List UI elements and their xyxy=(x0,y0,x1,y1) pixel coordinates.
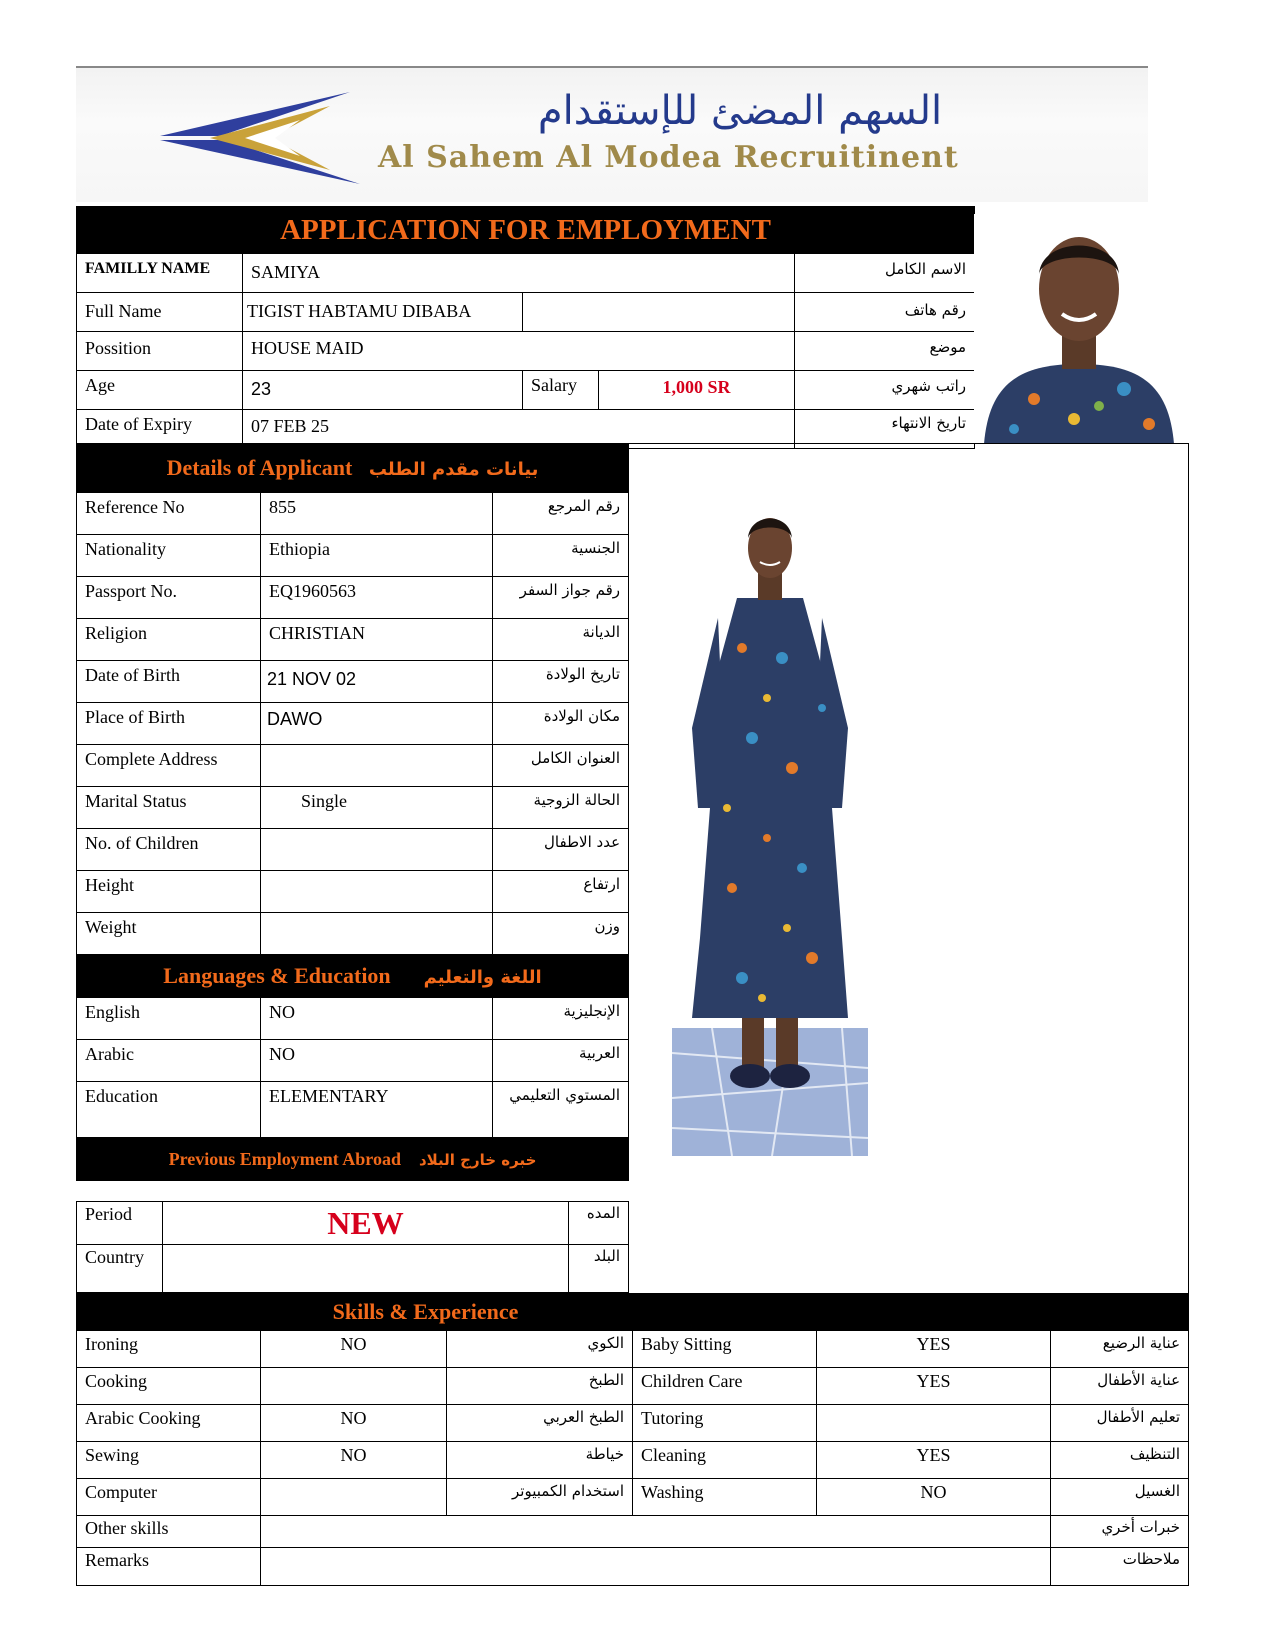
applicant-full-body-photo xyxy=(672,508,868,1156)
ar-weight: وزن xyxy=(493,913,629,955)
skill-cleaning-value: YES xyxy=(817,1442,1051,1479)
skill-arabic-cooking-ar: الطبخ العربي xyxy=(447,1405,633,1442)
ar-reference-no: رقم المرجع xyxy=(493,493,629,535)
value-complete-address xyxy=(261,745,493,787)
logo-arabic-text: السهم المضئ للإستقدام xyxy=(537,88,943,134)
languages-title-en: Languages & Education xyxy=(163,963,391,988)
value-reference-no: 855 xyxy=(261,493,493,535)
ar-place-of-birth: مكان الولادة xyxy=(493,703,629,745)
details-header xyxy=(77,444,629,493)
ar-remarks: ملاحظات xyxy=(1051,1548,1189,1586)
ar-period: المده xyxy=(569,1202,629,1245)
skill-washing-value: NO xyxy=(817,1479,1051,1516)
previous-header xyxy=(77,1138,629,1181)
label-english: English xyxy=(77,998,261,1040)
languages-title-ar: اللغة والتعليم xyxy=(423,967,542,988)
company-logo-icon xyxy=(150,84,380,194)
ar-nationality: الجنسية xyxy=(493,535,629,577)
ar-date-of-expiry: تاريخ الانتهاء xyxy=(795,410,975,449)
logo-english-text: Al Sahem Al Modea Recruitinent xyxy=(378,140,959,175)
value-family-name: SAMIYA xyxy=(243,254,795,293)
ar-education: المستوي التعليمي xyxy=(493,1082,629,1138)
languages-header xyxy=(77,955,629,998)
ar-english: الإنجليزية xyxy=(493,998,629,1040)
skill-ironing-ar: الكوي xyxy=(447,1331,633,1368)
skill-baby-sitting-value: YES xyxy=(817,1331,1051,1368)
ar-religion: الديانة xyxy=(493,619,629,661)
previous-title-en: Previous Employment Abroad xyxy=(168,1148,401,1169)
value-date-of-birth: 21 NOV 02 xyxy=(261,661,493,703)
value-english: NO xyxy=(261,998,493,1040)
skills-title-ar xyxy=(633,1294,1189,1331)
value-salary: 1,000 SR xyxy=(599,371,795,410)
label-height: Height xyxy=(77,871,261,913)
skill-arabic-cooking-value: NO xyxy=(261,1405,447,1442)
label-age: Age xyxy=(77,371,243,410)
previous-table xyxy=(76,1201,629,1293)
label-other-skills: Other skills xyxy=(77,1516,261,1548)
skill-baby-sitting-ar: عناية الرضيع xyxy=(1051,1331,1189,1368)
skill-cleaning-label: Cleaning xyxy=(633,1442,817,1479)
ar-country: البلد xyxy=(569,1245,629,1293)
skill-cooking-value xyxy=(261,1368,447,1405)
skill-cleaning-ar: التنظيف xyxy=(1051,1442,1189,1479)
application-title: APPLICATION FOR EMPLOYMENT xyxy=(77,207,975,254)
label-position: Possition xyxy=(77,332,243,371)
label-place-of-birth: Place of Birth xyxy=(77,703,261,745)
label-marital-status: Marital Status xyxy=(77,787,261,829)
value-position: HOUSE MAID xyxy=(243,332,795,371)
ar-marital-status: الحالة الزوجية xyxy=(493,787,629,829)
ar-no-of-children: عدد الاطفال xyxy=(493,829,629,871)
label-reference-no: Reference No xyxy=(77,493,261,535)
ar-position: موضع xyxy=(795,332,975,371)
skill-arabic-cooking-label: Arabic Cooking xyxy=(77,1405,261,1442)
value-weight xyxy=(261,913,493,955)
ar-passport-no: رقم جواز السفر xyxy=(493,577,629,619)
ar-complete-address: العنوان الكامل xyxy=(493,745,629,787)
skill-computer-ar: استخدام الكمبيوتر xyxy=(447,1479,633,1516)
ar-family-name: الاسم الكامل xyxy=(795,254,975,293)
value-date-of-expiry: 07 FEB 25 xyxy=(243,410,795,449)
details-title-ar: بيانات مقدم الطلب xyxy=(368,459,539,480)
label-education: Education xyxy=(77,1082,261,1138)
label-country: Country xyxy=(77,1245,163,1293)
previous-title-ar: خبره خارج البلاد xyxy=(418,1150,537,1169)
value-other-skills xyxy=(261,1516,1051,1548)
details-table xyxy=(76,443,629,1181)
skill-ironing-value: NO xyxy=(261,1331,447,1368)
label-date-of-expiry: Date of Expiry xyxy=(77,410,243,449)
label-complete-address: Complete Address xyxy=(77,745,261,787)
value-nationality: Ethiopia xyxy=(261,535,493,577)
skill-computer-label: Computer xyxy=(77,1479,261,1516)
skill-baby-sitting-label: Baby Sitting xyxy=(633,1331,817,1368)
skill-washing-ar: الغسيل xyxy=(1051,1479,1189,1516)
skill-tutoring-label: Tutoring xyxy=(633,1405,817,1442)
ar-arabic: العربية xyxy=(493,1040,629,1082)
label-no-of-children: No. of Children xyxy=(77,829,261,871)
skill-children-care-label: Children Care xyxy=(633,1368,817,1405)
skill-sewing-label: Sewing xyxy=(77,1442,261,1479)
value-passport-no: EQ1960563 xyxy=(261,577,493,619)
ar-other-skills: خبرات أخري xyxy=(1051,1516,1189,1548)
label-nationality: Nationality xyxy=(77,535,261,577)
value-education: ELEMENTARY xyxy=(261,1082,493,1138)
value-place-of-birth: DAWO xyxy=(261,703,493,745)
skill-cooking-ar: الطبخ xyxy=(447,1368,633,1405)
label-weight: Weight xyxy=(77,913,261,955)
skill-sewing-value: NO xyxy=(261,1442,447,1479)
ar-date-of-birth: تاريخ الولادة xyxy=(493,661,629,703)
label-family-name: FAMILLY NAME xyxy=(77,254,243,293)
value-age: 23 xyxy=(243,371,523,410)
ar-full-name: رقم هاتف xyxy=(795,293,975,332)
label-date-of-birth: Date of Birth xyxy=(77,661,261,703)
value-height xyxy=(261,871,493,913)
label-arabic: Arabic xyxy=(77,1040,261,1082)
value-religion: CHRISTIAN xyxy=(261,619,493,661)
skills-table xyxy=(76,1293,1189,1586)
value-marital-status: Single xyxy=(261,787,493,829)
skill-children-care-value: YES xyxy=(817,1368,1051,1405)
skill-ironing-label: Ironing xyxy=(77,1331,261,1368)
skill-washing-label: Washing xyxy=(633,1479,817,1516)
value-full-name: TIGIST HABTAMU DIBABA xyxy=(243,293,523,332)
label-passport-no: Passport No. xyxy=(77,577,261,619)
label-remarks: Remarks xyxy=(77,1548,261,1586)
skill-tutoring-value xyxy=(817,1405,1051,1442)
skill-children-care-ar: عناية الأطفال xyxy=(1051,1368,1189,1405)
value-arabic: NO xyxy=(261,1040,493,1082)
applicant-portrait-photo xyxy=(974,214,1184,444)
skill-tutoring-ar: تعليم الأطفال xyxy=(1051,1405,1189,1442)
skills-title-en: Skills & Experience xyxy=(77,1294,633,1331)
label-religion: Religion xyxy=(77,619,261,661)
skill-computer-value xyxy=(261,1479,447,1516)
skill-cooking-label: Cooking xyxy=(77,1368,261,1405)
application-table xyxy=(76,206,975,449)
label-full-name: Full Name xyxy=(77,293,243,332)
skill-sewing-ar: خياطة xyxy=(447,1442,633,1479)
details-title-en: Details of Applicant xyxy=(166,455,353,480)
ar-height: ارتفاع xyxy=(493,871,629,913)
value-period: NEW xyxy=(163,1202,569,1245)
label-salary: Salary xyxy=(523,371,599,410)
ar-salary: راتب شهري xyxy=(795,371,975,410)
value-remarks xyxy=(261,1548,1051,1586)
value-no-of-children xyxy=(261,829,493,871)
label-period: Period xyxy=(77,1202,163,1245)
value-country xyxy=(163,1245,569,1293)
